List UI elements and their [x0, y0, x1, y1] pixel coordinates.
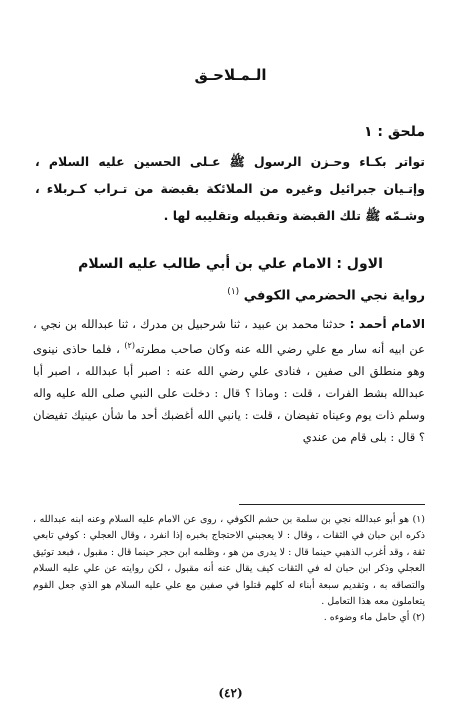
appendix-body: تواتر بكـاء وحـزن الرسول ﷺ عـلى الحسين عليه السلام ، وإتـيان جبرائيل وغيره من الملائكة بقبضة من تـراب كـربلاء ، وشـمّه ﷺ تلك القبضة وتقبيله وتقليبه لها .: [35, 154, 425, 223]
narration-heading: [227, 287, 425, 303]
footnote-2: (٢) أي حامل ماء وضوءه .: [323, 612, 425, 624]
footnote-ref-1: (١): [227, 287, 240, 297]
narration-heading-text: رواية نجي الحضرمي الكوفي: [243, 288, 425, 304]
chapter-title: الـمـلاحـق: [194, 66, 267, 84]
footnotes: [33, 512, 425, 627]
section-heading: الاول : الامام علي بن أبي طالب عليه السلام: [78, 256, 383, 272]
appendix-label: ملحق : ١: [364, 124, 425, 140]
narration-text-part-1: حدثنا محمد بن عبيد ، ثنا شرحبيل بن مدرك ، ثنا عبدالله بن نجي ، عن ابيه أنه سار مع علي رضي الله عنه وكان صاحب مطرته: [33, 317, 425, 356]
page-number: (٤٢): [218, 686, 243, 700]
narration-body: [33, 313, 425, 448]
footnote-divider: [239, 504, 425, 505]
narration-text-part-2: ، فلما حاذى نينوى وهو منطلق الى صفين ، فنادى علي رضي الله عنه : اصبر أبا عبدالله ، اصبر أبا عبدالله بشط الفرات ، قلت : وماذا ؟ قال : دخلت على النبي صلى الله عليه واله وسلم ذات يوم وعيناه تفيضان ، قلت : يانبي الله أغضبك أحد ما شأن عينيك تفيضان ؟ قال : بلى قام من عندي: [33, 341, 425, 444]
narration-source-label: الامام أحمد :: [349, 317, 425, 331]
footnote-ref-2: (٢): [124, 341, 135, 350]
footnote-1: (١) هو أبو عبدالله نجي بن سلمة بن حشم الكوفي ، روى عن الامام عليه السلام وعنه ابنه عبدالله ، ذكره ابن حبان في الثقات ، وقال : لا يعجبني الاحتجاج بخبره إذا انفرد ، وقال العجلي : كوفي تابعي ثقة ، وقد أغرب الذهبي حينما قال : لا يدرى من هو ، وظلمه ابن حجر حينما قال : مقبول ، فبعد توثيق العجلي وذكر ابن حبان له في الثقات كيف يقال عنه أنه مقبول ، لكن روايته عن علي عليه السلام والتصاقه به ، وتقديم سبعة أبناء له كلهم قتلوا في صفين مع علي عليه السلام هو الذي جعل القوم يتعاملون معه هذا التعامل .: [33, 514, 425, 608]
